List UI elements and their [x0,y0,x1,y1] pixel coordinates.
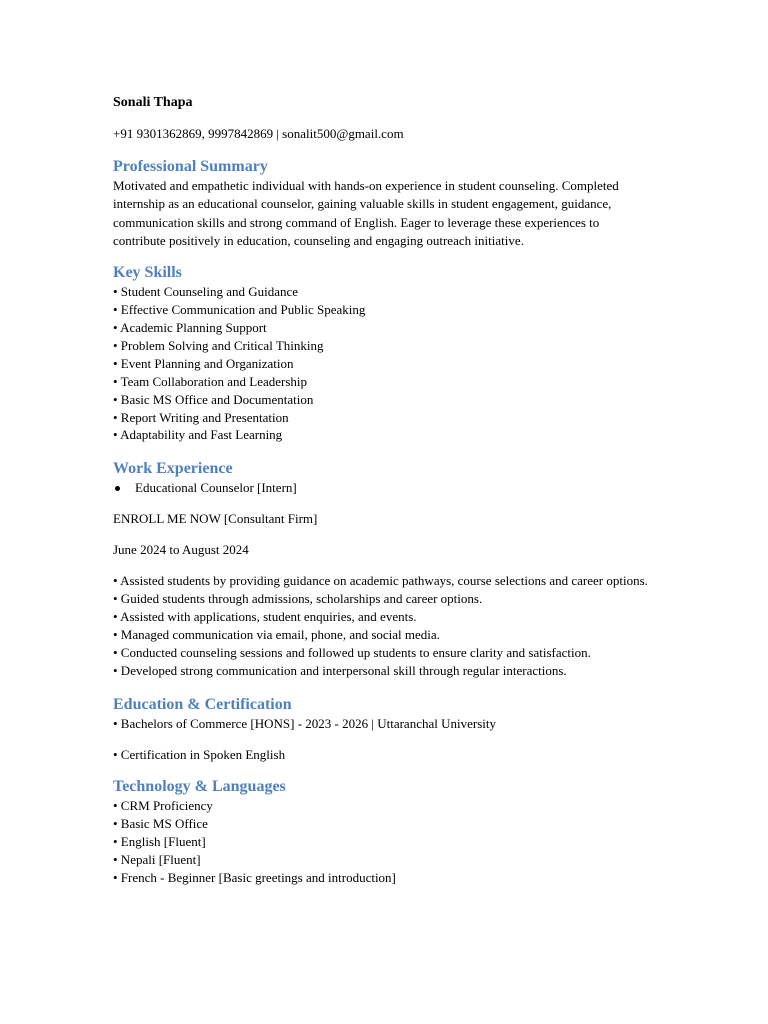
experience-dates: June 2024 to August 2024 [113,542,249,558]
experience-duty: • Developed strong communication and interpersonal skill through regular interactions. [113,662,567,678]
skill-item: • Student Counseling and Guidance [113,284,299,300]
technology-item: • French - Beginner [Basic greetings and introduction] [113,870,396,886]
resume-page [113,94,653,887]
skill-item: • Academic Planning Support [113,320,267,335]
education-degree: • Bachelors of Commerce [HONS] - 2023 - 2026 | Uttaranchal University [113,715,496,731]
technology-heading: Technology & Languages [113,778,286,796]
skill-item: • Effective Communication and Public Speaking [113,302,366,318]
skill-item: • Team Collaboration and Leadership [113,373,308,389]
experience-duty: • Conducted counseling sessions and followed up students to ensure clarity and satisfaction. [113,644,591,660]
skill-item: • Event Planning and Organization [113,355,294,371]
technology-item: • Basic MS Office [113,816,208,832]
technology-item: • CRM Proficiency [113,798,213,814]
skill-item: • Report Writing and Presentation [113,409,289,425]
education-certification: • Certification in Spoken English [113,746,286,762]
candidate-name: Sonali Thapa [113,95,193,110]
education-heading: Education & Certification [113,695,292,713]
summary-heading: Professional Summary [113,158,268,175]
summary-text: Motivated and empathetic individual with hands-on experience in student counseling. Completed internship as an educational counselor, gaining valuable skills in student engagement, guidance, communication skills and strong command of English. Eager to leverage these experiences to contribute positively in education, counseling and engaging outreach initiative. [113,178,619,248]
experience-duty: • Assisted students by providing guidance on academic pathways, course selections and career options. [113,573,648,589]
technology-list [113,797,653,887]
experience-duty: • Assisted with applications, student enquiries, and events. [113,608,417,624]
technology-item: • English [Fluent] [113,834,206,850]
contact-info: +91 9301362869, 9997842869 | sonalit500@gmail.com [113,126,404,141]
skill-item: • Problem Solving and Critical Thinking [113,337,324,353]
experience-duty: • Guided students through admissions, scholarships and career options. [113,591,483,607]
skill-item: • Basic MS Office and Documentation [113,391,314,407]
experience-company: ENROLL ME NOW [Consultant Firm] [113,511,318,527]
experience-heading: Work Experience [113,460,233,478]
skills-list [113,283,653,444]
experience-role: Educational Counselor [Intern] [113,479,653,497]
experience-duty: • Managed communication via email, phone, and social media. [113,626,440,642]
experience-duties-list [113,572,653,679]
skills-heading: Key Skills [113,264,182,282]
skill-item: • Adaptability and Fast Learning [113,427,283,443]
technology-item: • Nepali [Fluent] [113,852,201,868]
